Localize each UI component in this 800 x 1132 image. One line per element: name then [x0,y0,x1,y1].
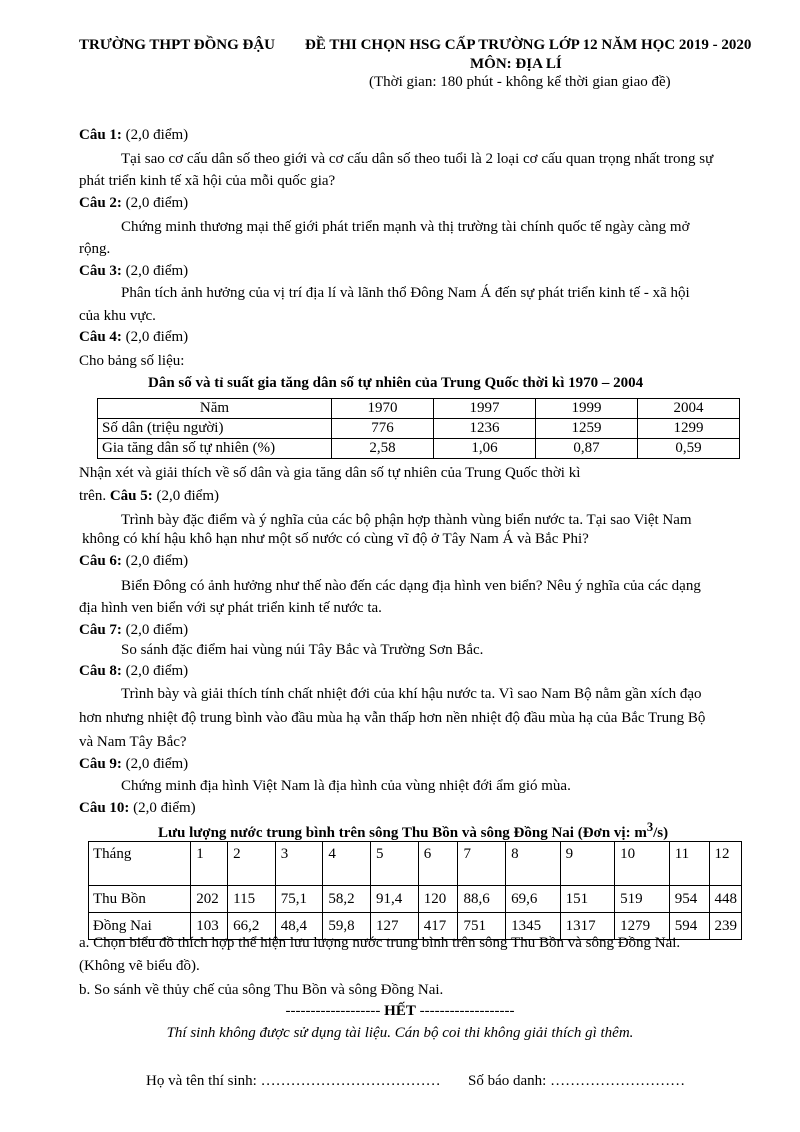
table-cell: Năm [98,399,332,419]
q8-text-line1: Trình bày và giải thích tính chất nhiệt đới của khí hậu nước ta. Vì sao Nam Bộ nằm gần xích đạo [121,686,702,702]
q7-label: Câu 7: [79,622,122,638]
q1-text-line1: Tại sao cơ cấu dân số theo giới và cơ cấu dân số theo tuổi là 2 loại cơ cấu quan trọng nhất trong sự [121,151,714,167]
q4-label: Câu 4: [79,329,122,345]
q4-task-line1: Nhận xét và giải thích về số dân và gia tăng dân số tự nhiên của Trung Quốc thời kì [79,465,581,481]
table-cell: 1317 [560,913,615,940]
table-cell: 0,59 [638,439,740,459]
q1-text-line2: phát triển kinh tế xã hội của mỗi quốc gia? [79,173,336,189]
table-cell: 58,2 [323,886,371,913]
table-cell: 75,1 [275,886,323,913]
q2-text-line1: Chứng minh thương mại thế giới phát triển mạnh và thị trường tài chính quốc tế ngày càng mở [121,219,690,235]
table-cell: 1,06 [434,439,536,459]
end-marker [0,1003,800,1020]
candidate-id-label: Số báo danh: ……………………… [468,1073,686,1089]
table-row [98,419,740,439]
table-header-row [98,399,740,419]
q3-text-line2: của khu vực. [79,308,156,324]
table-cell: 59,8 [323,913,371,940]
q5-heading [79,488,219,505]
table-cell: 519 [615,886,670,913]
q4-heading [79,329,188,346]
table-cell: 1279 [615,913,670,940]
table-cell: 239 [709,913,742,940]
table-cell: 1997 [434,399,536,419]
q3-points: (2,0 điểm) [121,263,189,279]
table-cell: 69,6 [506,886,561,913]
table-cell: Tháng [89,842,191,886]
q6-text-line2: địa hình ven biển với sự phát triển kinh tế nước ta. [79,600,382,616]
q8-heading [79,663,188,680]
table-cell: 8 [506,842,561,886]
q4-task-line2: trên. [79,488,107,504]
table-cell: 1345 [506,913,561,940]
q1-label: Câu 1: [79,127,122,143]
q10-heading [79,800,196,817]
table-cell: 1236 [434,419,536,439]
q8-text-line3: và Nam Tây Bắc? [79,734,187,750]
subject: MÔN: ĐỊA LÍ [470,56,562,72]
end-word: HẾT [384,1003,416,1019]
table-cell: 11 [669,842,709,886]
q9-heading [79,756,188,773]
table-cell: 417 [418,913,458,940]
table-cell: 3 [275,842,323,886]
table-cell: 88,6 [458,886,506,913]
table-cell: Gia tăng dân số tự nhiên (%) [98,439,332,459]
table-row [89,886,742,913]
q10-title-text: Lưu lượng nước trung bình trên sông Thu Bồn và sông Đồng Nai (Đơn vị: m [158,825,647,841]
q10-table-title [158,820,668,842]
table-cell: 5 [371,842,419,886]
table-cell: 10 [615,842,670,886]
q8-points: (2,0 điểm) [121,663,189,679]
table-cell: 202 [191,886,228,913]
table-cell: 1259 [536,419,638,439]
q4-intro: Cho bảng số liệu: [79,353,185,369]
end-dashes-left: ------------------- [285,1003,385,1019]
q2-label: Câu 2: [79,195,122,211]
q2-text-line2: rộng. [79,241,111,257]
river-flow-table [88,841,742,940]
table-cell: 115 [228,886,276,913]
q5-text-line2: không có khí hậu khô hạn như một số nước có cùng vĩ độ ở Tây Nam Á và Bắc Phi? [82,531,589,547]
table-cell: 120 [418,886,458,913]
table-cell: 91,4 [371,886,419,913]
q6-points: (2,0 điểm) [121,553,189,569]
table-cell: 954 [669,886,709,913]
q2-heading [79,195,188,212]
table-cell: 594 [669,913,709,940]
q10-unit-sup: 3 [646,820,654,834]
q3-heading [79,263,188,280]
table-cell: Đồng Nai [89,913,191,940]
table-cell: 6 [418,842,458,886]
q10-unit-tail: /s) [653,825,669,841]
table-cell: 12 [709,842,742,886]
table-cell: 48,4 [275,913,323,940]
q9-points: (2,0 điểm) [121,756,189,772]
q9-label: Câu 9: [79,756,122,772]
table-cell: 9 [560,842,615,886]
school-name: TRƯỜNG THPT ĐỒNG ĐẬU [79,37,275,53]
table-cell: Số dân (triệu người) [98,419,332,439]
q10-label: Câu 10: [79,800,130,816]
q7-points: (2,0 điểm) [121,622,189,638]
q8-text-line2: hơn nhưng nhiệt độ trung bình vào đầu mùa hạ vẫn thấp hơn nền nhiệt độ đầu mùa hạ của Bắc Trung Bộ [79,710,706,726]
table-cell: 151 [560,886,615,913]
table-cell: 1970 [332,399,434,419]
table-cell: 1299 [638,419,740,439]
q4-points: (2,0 điểm) [121,329,189,345]
q3-text-line1: Phân tích ảnh hưởng của vị trí địa lí và lãnh thổ Đông Nam Á đến sự phát triển kinh tế - xã hội [121,285,690,301]
q7-heading [79,622,188,639]
time-note: (Thời gian: 180 phút - không kể thời gian giao đề) [369,74,671,90]
table-cell: 2 [228,842,276,886]
q8-label: Câu 8: [79,663,122,679]
candidate-name-label: Họ và tên thí sinh: ……………………………… [146,1073,441,1089]
q6-text-line1: Biển Đông có ảnh hưởng như thế nào đến các dạng địa hình ven biển? Nêu ý nghĩa của các dạng [121,578,701,594]
table-cell: 751 [458,913,506,940]
table-cell: 448 [709,886,742,913]
q5-text-line1: Trình bày đặc điểm và ý nghĩa của các bộ phận hợp thành vùng biển nước ta. Tại sao Việt Nam [121,512,692,528]
q5-points: (2,0 điểm) [152,488,219,504]
table-cell: Thu Bồn [89,886,191,913]
table-cell: 0,87 [536,439,638,459]
q9-text-line1: Chứng minh địa hình Việt Nam là địa hình của vùng nhiệt đới ẩm gió mùa. [121,778,571,794]
table-header-row [89,842,742,886]
table-cell: 2004 [638,399,740,419]
table-row [98,439,740,459]
table-cell: 2,58 [332,439,434,459]
q3-label: Câu 3: [79,263,122,279]
end-dashes-right: ------------------- [415,1003,515,1019]
table-cell: 103 [191,913,228,940]
table-cell: 776 [332,419,434,439]
q4-table-title: Dân số và tỉ suất gia tăng dân số tự nhiên của Trung Quốc thời kì 1970 – 2004 [148,375,644,391]
q10-points: (2,0 điểm) [129,800,196,816]
table-cell: 127 [371,913,419,940]
footer-note: Thí sinh không được sử dụng tài liệu. Cán bộ coi thi không giải thích gì thêm. [166,1025,634,1041]
exam-title: ĐỀ THI CHỌN HSG CẤP TRƯỜNG LỚP 12 NĂM HỌC 2019 - 2020 [305,37,752,53]
q10-part-a-line2: (Không vẽ biểu đồ). [79,958,200,974]
table-cell: 66,2 [228,913,276,940]
q7-text-line1: So sánh đặc điểm hai vùng núi Tây Bắc và Trường Sơn Bắc. [121,642,484,658]
q10-part-a-line1: a. Chọn biểu đồ thích hợp thể hiện lưu lượng nước trung bình trên sông Thu Bồn và sông Đồng Nai. [79,935,681,951]
table-cell: 7 [458,842,506,886]
q6-label: Câu 6: [79,553,122,569]
q10-part-b: b. So sánh về thủy chế của sông Thu Bồn và sông Đồng Nai. [79,982,444,998]
population-table [97,398,740,459]
q1-points: (2,0 điểm) [121,127,189,143]
table-cell: 1999 [536,399,638,419]
q2-points: (2,0 điểm) [121,195,189,211]
q6-heading [79,553,188,570]
table-cell: 1 [191,842,228,886]
table-cell: 4 [323,842,371,886]
q5-label: Câu 5: [109,488,153,504]
q1-heading [79,127,188,144]
